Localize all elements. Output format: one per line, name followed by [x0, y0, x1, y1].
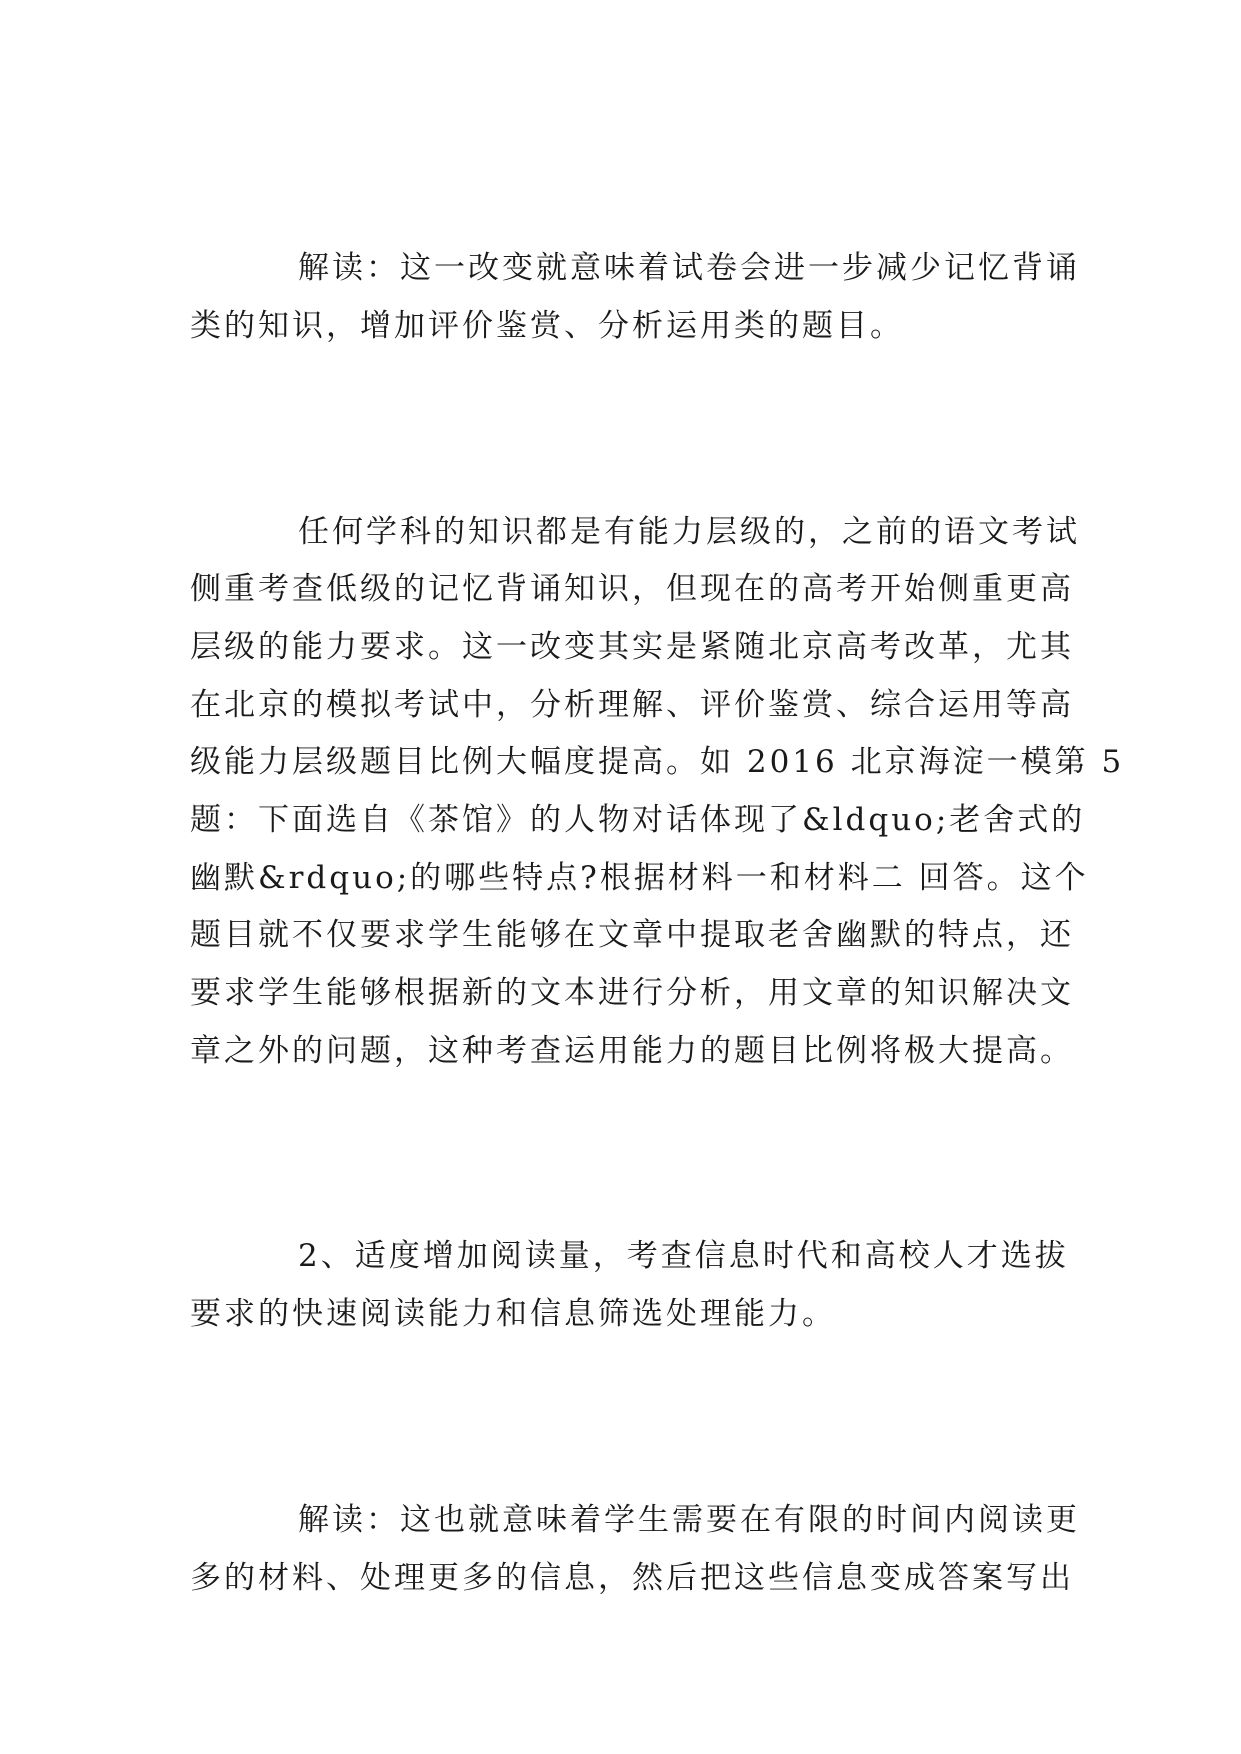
paragraph-line: 在北京的模拟考试中，分析理解、评价鉴赏、综合运用等高	[190, 687, 1074, 723]
paragraph-line: 级能力层级题目比例大幅度提高。如 2016 北京海淀一模第 5	[190, 744, 1125, 780]
paragraph-line: 任何学科的知识都是有能力层级的，之前的语文考试	[298, 514, 1080, 550]
paragraph-line: 幽默&rdquo;的哪些特点?根据材料一和材料二 回答。这个	[190, 860, 1089, 896]
paragraph-line: 多的材料、处理更多的信息，然后把这些信息变成答案写出	[190, 1560, 1074, 1596]
paragraph-line: 章之外的问题，这种考查运用能力的题目比例将极大提高。	[190, 1033, 1074, 1069]
paragraph-line: 层级的能力要求。这一改变其实是紧随北京高考改革，尤其	[190, 629, 1074, 665]
paragraph-line: 题：下面选自《茶馆》的人物对话体现了&ldquo;老舍式的	[190, 802, 1086, 838]
paragraph-line: 要求学生能够根据新的文本进行分析，用文章的知识解决文	[190, 975, 1074, 1011]
paragraph-line: 解读：这也就意味着学生需要在有限的时间内阅读更	[298, 1502, 1080, 1538]
paragraph-line: 2、适度增加阅读量，考查信息时代和高校人才选拔	[298, 1238, 1069, 1274]
paragraph-line: 侧重考查低级的记忆背诵知识，但现在的高考开始侧重更高	[190, 571, 1074, 607]
paragraph-line: 要求的快速阅读能力和信息筛选处理能力。	[190, 1296, 836, 1332]
paragraph-line: 解读：这一改变就意味着试卷会进一步减少记忆背诵	[298, 250, 1080, 286]
paragraph-line: 题目就不仅要求学生能够在文章中提取老舍幽默的特点，还	[190, 917, 1074, 953]
paragraph-line: 类的知识，增加评价鉴赏、分析运用类的题目。	[190, 308, 904, 344]
